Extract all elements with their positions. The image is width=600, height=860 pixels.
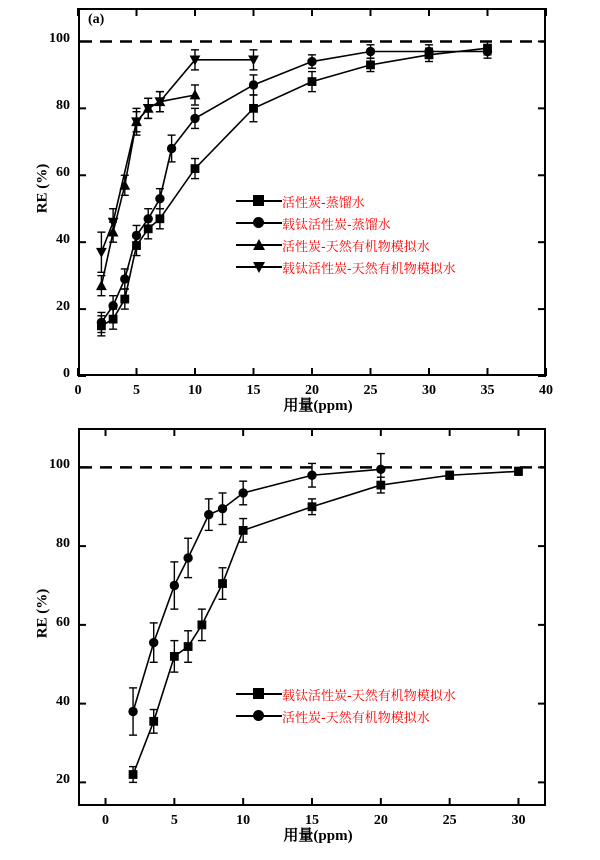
- legend-label: 载钛活性炭-蒸馏水: [282, 217, 391, 233]
- x-tick-label: 10: [188, 383, 202, 398]
- legend-label: 活性炭-天然有机物模拟水: [282, 239, 430, 255]
- legend-item: [236, 705, 456, 727]
- legend-marker-triangle-down: [236, 256, 282, 278]
- x-tick-label: 20: [373, 813, 388, 828]
- y-axis-label-b: RE (%): [34, 588, 51, 639]
- y-tick-label: 80: [56, 536, 70, 552]
- x-tick-label: 5: [133, 383, 140, 398]
- x-tick-label: 35: [480, 383, 495, 398]
- y-tick-label: 100: [49, 31, 70, 47]
- x-tick-label: 25: [442, 813, 457, 828]
- y-tick-label: 20: [56, 299, 70, 315]
- legend-label: 载钛活性炭-天然有机物模拟水: [282, 261, 456, 277]
- x-tick-label: 30: [511, 813, 526, 828]
- y-axis-label-a: RE (%): [34, 163, 51, 214]
- x-tick-label: 5: [170, 813, 178, 828]
- legend-item: [236, 234, 456, 256]
- legend-item: [236, 190, 456, 212]
- x-tick-label: 10: [236, 813, 251, 828]
- legend-item: [236, 683, 456, 705]
- legend-marker-circle: [236, 212, 282, 234]
- y-tick-label: 40: [56, 232, 70, 248]
- legend-item: [236, 256, 456, 278]
- y-tick-label: 60: [56, 614, 70, 630]
- x-tick-label: 0: [102, 813, 110, 828]
- y-tick-label: 80: [56, 98, 70, 114]
- legend-label: 活性炭-蒸馏水: [282, 195, 365, 211]
- y-tick-label: 40: [56, 693, 70, 709]
- x-tick-label: 15: [305, 813, 319, 828]
- x-tick-label: 15: [246, 383, 261, 398]
- y-tick-label: 100: [49, 457, 70, 473]
- legend-b: [236, 683, 456, 727]
- legend-marker-circle: [236, 705, 282, 727]
- legend-marker-square: [236, 190, 282, 212]
- x-axis-label-b: 用量(ppm): [283, 828, 353, 844]
- y-tick-label: 60: [56, 165, 70, 181]
- legend-label: 载钛活性炭-天然有机物模拟水: [282, 688, 456, 704]
- x-tick-label: 25: [363, 383, 378, 398]
- chart-svg-b: [0, 420, 600, 860]
- x-tick-label: 40: [539, 383, 553, 398]
- legend-marker-triangle-up: [236, 234, 282, 256]
- x-tick-label: 0: [74, 383, 82, 398]
- y-tick-label: 20: [56, 772, 70, 788]
- legend-item: [236, 212, 456, 234]
- chart-panel-b: [0, 420, 600, 860]
- legend-marker-square: [236, 683, 282, 705]
- x-axis-label-a: 用量(ppm): [283, 398, 353, 414]
- panel-label-a: (a): [88, 12, 105, 27]
- y-tick-label: 0: [63, 366, 70, 381]
- legend-label: 活性炭-天然有机物模拟水: [282, 710, 430, 726]
- x-tick-label: 30: [422, 383, 436, 398]
- x-tick-label: 20: [305, 383, 319, 398]
- legend-a: [236, 190, 456, 278]
